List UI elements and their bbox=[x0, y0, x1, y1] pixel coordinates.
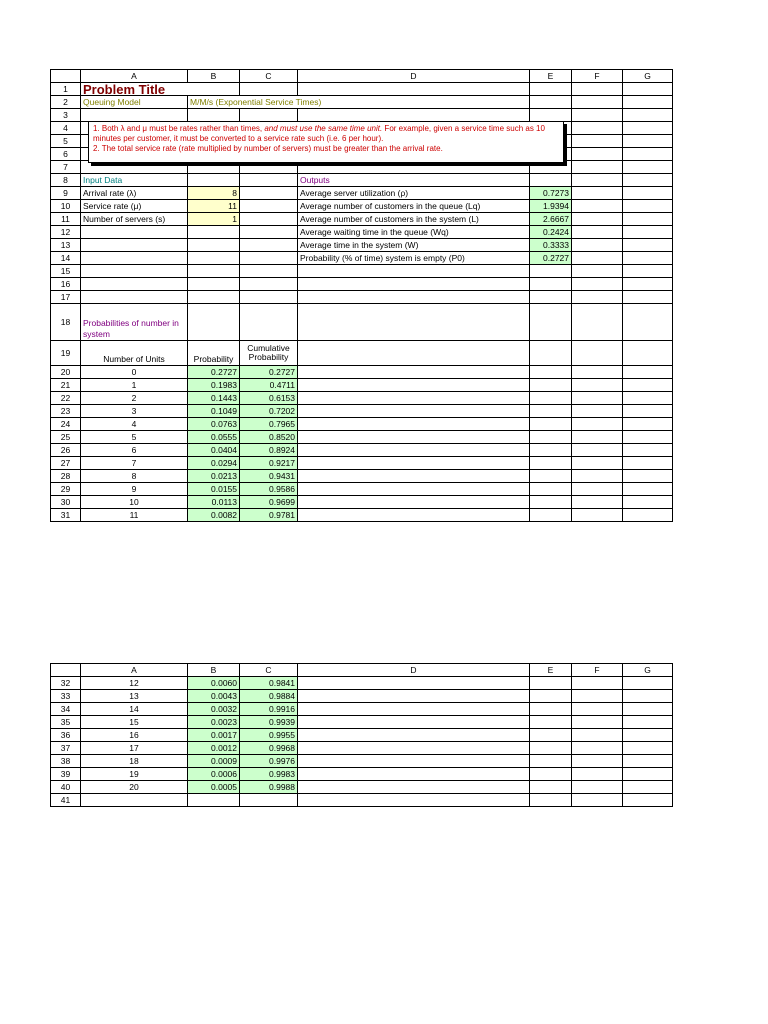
output-value[interactable]: 0.2727 bbox=[530, 252, 572, 265]
cumulative-probability-cell[interactable]: 0.9916 bbox=[240, 703, 298, 716]
empty-cell[interactable] bbox=[572, 431, 623, 444]
empty-cell[interactable] bbox=[298, 496, 530, 509]
cumulative-probability-cell[interactable]: 0.9955 bbox=[240, 729, 298, 742]
row-10: 10 Service rate (μ) 11 Average number of customers in the queue (Lq) 1.9394 bbox=[51, 200, 673, 213]
row-number: 24 bbox=[51, 418, 81, 431]
empty-cell[interactable] bbox=[298, 418, 530, 431]
number-of-units-cell[interactable]: 7 bbox=[81, 457, 188, 470]
empty-cell[interactable] bbox=[572, 470, 623, 483]
empty-cell[interactable] bbox=[572, 457, 623, 470]
table-row bbox=[51, 405, 673, 418]
outputs-header[interactable]: Outputs bbox=[298, 174, 530, 187]
empty-cell[interactable] bbox=[572, 742, 623, 755]
output-value[interactable]: 0.7273 bbox=[530, 187, 572, 200]
cumulative-probability-cell[interactable]: 0.9976 bbox=[240, 755, 298, 768]
row-number: 22 bbox=[51, 392, 81, 405]
number-of-units-cell[interactable]: 19 bbox=[81, 768, 188, 781]
empty-cell[interactable] bbox=[298, 366, 530, 379]
empty-cell[interactable] bbox=[623, 716, 673, 729]
empty-cell[interactable] bbox=[623, 379, 673, 392]
empty-cell[interactable] bbox=[572, 444, 623, 457]
empty-cell[interactable] bbox=[530, 755, 572, 768]
row-16: 16 bbox=[51, 278, 673, 291]
empty-cell[interactable] bbox=[572, 703, 623, 716]
table-row bbox=[51, 781, 673, 794]
probability-cell[interactable]: 0.0032 bbox=[188, 703, 240, 716]
row-14: 14 Probability (% of time) system is empty (P0) 0.2727 bbox=[51, 252, 673, 265]
empty-cell[interactable] bbox=[623, 366, 673, 379]
empty-cell[interactable] bbox=[530, 418, 572, 431]
number-of-units-cell[interactable]: 5 bbox=[81, 431, 188, 444]
probability-cell[interactable]: 0.0060 bbox=[188, 677, 240, 690]
empty-cell[interactable] bbox=[623, 483, 673, 496]
output-label[interactable]: Average server utilization (ρ) bbox=[298, 187, 530, 200]
empty-cell[interactable] bbox=[623, 431, 673, 444]
number-of-units-cell[interactable]: 8 bbox=[81, 470, 188, 483]
row-15: 15 bbox=[51, 265, 673, 278]
probability-cell[interactable]: 0.0404 bbox=[188, 444, 240, 457]
row-number: 20 bbox=[51, 366, 81, 379]
cumulative-probability-cell[interactable]: 0.7202 bbox=[240, 405, 298, 418]
empty-cell[interactable] bbox=[530, 703, 572, 716]
empty-cell[interactable] bbox=[530, 716, 572, 729]
row-11: 11 Number of servers (s) 1 Average number of customers in the system (L) 2.6667 bbox=[51, 213, 673, 226]
cumulative-probability-cell[interactable]: 0.9988 bbox=[240, 781, 298, 794]
empty-cell[interactable] bbox=[298, 509, 530, 522]
column-header-row bbox=[51, 70, 673, 83]
probability-cell[interactable]: 0.0006 bbox=[188, 768, 240, 781]
empty-cell[interactable] bbox=[572, 418, 623, 431]
number-of-units-cell[interactable]: 9 bbox=[81, 483, 188, 496]
cumulative-probability-cell[interactable]: 0.9781 bbox=[240, 509, 298, 522]
empty-cell[interactable] bbox=[623, 457, 673, 470]
probability-cell[interactable]: 0.0213 bbox=[188, 470, 240, 483]
number-of-units-cell[interactable]: 0 bbox=[81, 366, 188, 379]
number-of-units-cell[interactable]: 17 bbox=[81, 742, 188, 755]
empty-cell[interactable] bbox=[530, 457, 572, 470]
cumulative-probability-cell[interactable]: 0.8924 bbox=[240, 444, 298, 457]
empty-cell[interactable] bbox=[298, 729, 530, 742]
empty-cell[interactable] bbox=[298, 768, 530, 781]
probability-cell[interactable]: 0.0023 bbox=[188, 716, 240, 729]
empty-cell[interactable] bbox=[572, 755, 623, 768]
instructions-note: 1. Both λ and μ must be rates rather than times, and must use the same time unit. For example, given a service time such as 10 minutes per customer, it must be converted to a service rate such (i.e. 6 per hour). 2. The total service rate (rate multiplied by number of servers) must be greater than the arrival rate. bbox=[88, 121, 564, 163]
row-17: 17 bbox=[51, 291, 673, 304]
servers-input[interactable]: 1 bbox=[188, 213, 240, 226]
empty-cell[interactable] bbox=[298, 703, 530, 716]
table-row bbox=[51, 496, 673, 509]
number-of-units-cell[interactable]: 2 bbox=[81, 392, 188, 405]
row-number: 28 bbox=[51, 470, 81, 483]
empty-cell[interactable] bbox=[530, 483, 572, 496]
table-row bbox=[51, 457, 673, 470]
table-row bbox=[51, 392, 673, 405]
cumulative-probability-cell[interactable]: 0.7965 bbox=[240, 418, 298, 431]
empty-cell[interactable] bbox=[530, 677, 572, 690]
cumulative-probability-cell[interactable]: 0.9983 bbox=[240, 768, 298, 781]
cumulative-probability-cell[interactable]: 0.9217 bbox=[240, 457, 298, 470]
cumulative-probability-cell[interactable]: 0.6153 bbox=[240, 392, 298, 405]
number-of-units-cell[interactable]: 10 bbox=[81, 496, 188, 509]
probability-cell[interactable]: 0.0043 bbox=[188, 690, 240, 703]
row-number: 40 bbox=[51, 781, 81, 794]
row-number: 29 bbox=[51, 483, 81, 496]
row-number: 30 bbox=[51, 496, 81, 509]
empty-cell[interactable] bbox=[298, 483, 530, 496]
output-label[interactable]: Average time in the system (W) bbox=[298, 239, 530, 252]
problem-title[interactable]: Problem Title bbox=[81, 83, 240, 96]
empty-cell[interactable] bbox=[530, 509, 572, 522]
empty-cell[interactable] bbox=[572, 366, 623, 379]
row-number: 26 bbox=[51, 444, 81, 457]
empty-cell[interactable] bbox=[530, 742, 572, 755]
table-row bbox=[51, 690, 673, 703]
column-header-row bbox=[51, 664, 673, 677]
column-header-b[interactable]: B bbox=[188, 70, 240, 83]
column-header-c[interactable]: C bbox=[240, 664, 298, 677]
empty-cell[interactable] bbox=[572, 768, 623, 781]
row-19: 19 Number of Units Probability Cumulative Probability bbox=[51, 341, 673, 366]
row-number: 27 bbox=[51, 457, 81, 470]
column-header-a[interactable]: A bbox=[81, 664, 188, 677]
empty-cell[interactable] bbox=[623, 677, 673, 690]
number-of-units-cell[interactable]: 14 bbox=[81, 703, 188, 716]
probability-cell[interactable]: 0.0113 bbox=[188, 496, 240, 509]
empty-cell[interactable] bbox=[623, 444, 673, 457]
output-label[interactable]: Average number of customers in the queue (Lq) bbox=[298, 200, 530, 213]
empty-cell[interactable] bbox=[530, 781, 572, 794]
empty-cell[interactable] bbox=[572, 405, 623, 418]
probability-cell[interactable]: 0.0017 bbox=[188, 729, 240, 742]
table-row bbox=[51, 483, 673, 496]
empty-cell[interactable] bbox=[530, 768, 572, 781]
empty-cell[interactable] bbox=[298, 677, 530, 690]
empty-cell[interactable] bbox=[623, 405, 673, 418]
table-row bbox=[51, 703, 673, 716]
row-41: 41 bbox=[51, 794, 673, 807]
empty-cell[interactable] bbox=[530, 496, 572, 509]
empty-cell[interactable] bbox=[623, 781, 673, 794]
number-of-units-cell[interactable]: 11 bbox=[81, 509, 188, 522]
table-row bbox=[51, 677, 673, 690]
servers-label[interactable]: Number of servers (s) bbox=[81, 213, 188, 226]
empty-cell[interactable] bbox=[623, 729, 673, 742]
empty-cell[interactable] bbox=[298, 392, 530, 405]
number-of-units-cell[interactable]: 20 bbox=[81, 781, 188, 794]
row-number: 36 bbox=[51, 729, 81, 742]
empty-cell[interactable] bbox=[530, 470, 572, 483]
column-header-c[interactable]: C bbox=[240, 70, 298, 83]
cumulative-probability-cell[interactable]: 0.8520 bbox=[240, 431, 298, 444]
empty-cell[interactable] bbox=[298, 431, 530, 444]
cumulative-probability-cell[interactable]: 0.9841 bbox=[240, 677, 298, 690]
row-4: 4 bbox=[51, 122, 673, 135]
number-of-units-cell[interactable]: 15 bbox=[81, 716, 188, 729]
table-row bbox=[51, 470, 673, 483]
probabilities-header[interactable]: Probabilities of number in system bbox=[81, 304, 188, 341]
column-header-f[interactable]: F bbox=[572, 664, 623, 677]
cumulative-probability-cell[interactable]: 0.4711 bbox=[240, 379, 298, 392]
column-header-e[interactable]: E bbox=[530, 70, 572, 83]
output-label[interactable]: Average waiting time in the queue (Wq) bbox=[298, 226, 530, 239]
row-number: 2 bbox=[51, 96, 81, 109]
empty-cell[interactable] bbox=[572, 781, 623, 794]
empty-cell[interactable] bbox=[572, 496, 623, 509]
spreadsheet-page-2 bbox=[50, 663, 673, 807]
probability-cell[interactable]: 0.2727 bbox=[188, 366, 240, 379]
empty-cell[interactable] bbox=[298, 405, 530, 418]
empty-cell[interactable] bbox=[623, 496, 673, 509]
empty-cell[interactable] bbox=[623, 690, 673, 703]
output-value[interactable]: 1.9394 bbox=[530, 200, 572, 213]
empty-cell[interactable] bbox=[530, 405, 572, 418]
input-data-header[interactable]: Input Data bbox=[81, 174, 188, 187]
empty-cell[interactable] bbox=[530, 444, 572, 457]
probability-cell[interactable]: 0.1983 bbox=[188, 379, 240, 392]
empty-cell[interactable] bbox=[298, 470, 530, 483]
row-6: 6 bbox=[51, 148, 673, 161]
arrival-rate-input[interactable]: 8 bbox=[188, 187, 240, 200]
table-row bbox=[51, 444, 673, 457]
column-header-b[interactable]: B bbox=[188, 664, 240, 677]
table-row bbox=[51, 366, 673, 379]
empty-cell[interactable] bbox=[298, 742, 530, 755]
column-header-d[interactable]: D bbox=[298, 664, 530, 677]
row-number: 38 bbox=[51, 755, 81, 768]
empty-cell[interactable] bbox=[530, 366, 572, 379]
table-row bbox=[51, 729, 673, 742]
empty-cell[interactable] bbox=[623, 418, 673, 431]
number-of-units-header[interactable]: Number of Units bbox=[81, 341, 188, 366]
empty-cell[interactable] bbox=[298, 781, 530, 794]
number-of-units-cell[interactable]: 12 bbox=[81, 677, 188, 690]
empty-cell[interactable] bbox=[572, 677, 623, 690]
row-number: 25 bbox=[51, 431, 81, 444]
empty-cell[interactable] bbox=[623, 768, 673, 781]
output-label[interactable]: Average number of customers in the system (L) bbox=[298, 213, 530, 226]
row-18: 18 Probabilities of number in system bbox=[51, 304, 673, 341]
empty-cell[interactable] bbox=[623, 470, 673, 483]
service-rate-input[interactable]: 11 bbox=[188, 200, 240, 213]
column-header-f[interactable]: F bbox=[572, 70, 623, 83]
number-of-units-cell[interactable]: 16 bbox=[81, 729, 188, 742]
empty-cell[interactable] bbox=[623, 703, 673, 716]
number-of-units-cell[interactable]: 1 bbox=[81, 379, 188, 392]
probability-cell[interactable]: 0.0763 bbox=[188, 418, 240, 431]
number-of-units-cell[interactable]: 6 bbox=[81, 444, 188, 457]
cumulative-probability-cell[interactable]: 0.9586 bbox=[240, 483, 298, 496]
empty-cell[interactable] bbox=[298, 379, 530, 392]
empty-cell[interactable] bbox=[572, 716, 623, 729]
output-value[interactable]: 0.2424 bbox=[530, 226, 572, 239]
service-rate-label[interactable]: Service rate (μ) bbox=[81, 200, 188, 213]
empty-cell[interactable] bbox=[572, 379, 623, 392]
cumulative-probability-header[interactable]: Cumulative Probability bbox=[240, 341, 298, 366]
empty-cell[interactable] bbox=[623, 509, 673, 522]
probability-cell[interactable]: 0.0082 bbox=[188, 509, 240, 522]
table-row bbox=[51, 742, 673, 755]
table-row bbox=[51, 431, 673, 444]
number-of-units-cell[interactable]: 18 bbox=[81, 755, 188, 768]
row-number: 34 bbox=[51, 703, 81, 716]
empty-cell[interactable] bbox=[572, 690, 623, 703]
table-row bbox=[51, 509, 673, 522]
cumulative-probability-cell[interactable]: 0.9939 bbox=[240, 716, 298, 729]
row-2 bbox=[51, 96, 673, 109]
table-row bbox=[51, 768, 673, 781]
row-number: 35 bbox=[51, 716, 81, 729]
row-number: 31 bbox=[51, 509, 81, 522]
column-header-d[interactable]: D bbox=[298, 70, 530, 83]
row-12: 12 Average waiting time in the queue (Wq) 0.2424 bbox=[51, 226, 673, 239]
empty-cell[interactable] bbox=[572, 392, 623, 405]
column-header-g[interactable]: G bbox=[623, 664, 673, 677]
row-number: 1 bbox=[51, 83, 81, 96]
row-number: 37 bbox=[51, 742, 81, 755]
empty-cell[interactable] bbox=[623, 755, 673, 768]
empty-cell[interactable] bbox=[530, 392, 572, 405]
row-number: 21 bbox=[51, 379, 81, 392]
cumulative-probability-cell[interactable]: 0.9968 bbox=[240, 742, 298, 755]
table-row bbox=[51, 716, 673, 729]
probability-cell[interactable]: 0.1443 bbox=[188, 392, 240, 405]
row-number: 39 bbox=[51, 768, 81, 781]
output-label[interactable]: Probability (% of time) system is empty (P0) bbox=[298, 252, 530, 265]
empty-cell[interactable] bbox=[298, 716, 530, 729]
table-row bbox=[51, 755, 673, 768]
table-row bbox=[51, 418, 673, 431]
arrival-rate-label[interactable]: Arrival rate (λ) bbox=[81, 187, 188, 200]
empty-cell[interactable] bbox=[623, 742, 673, 755]
empty-cell[interactable] bbox=[298, 690, 530, 703]
row-9: 9 Arrival rate (λ) 8 Average server utilization (ρ) 0.7273 bbox=[51, 187, 673, 200]
output-value[interactable]: 0.3333 bbox=[530, 239, 572, 252]
row-number: 32 bbox=[51, 677, 81, 690]
empty-cell[interactable] bbox=[572, 729, 623, 742]
queuing-model-value[interactable]: M/M/s (Exponential Service Times) bbox=[188, 96, 530, 109]
probability-cell[interactable]: 0.0555 bbox=[188, 431, 240, 444]
empty-cell[interactable] bbox=[530, 431, 572, 444]
column-header-a[interactable]: A bbox=[81, 70, 188, 83]
probability-cell[interactable]: 0.0005 bbox=[188, 781, 240, 794]
empty-cell[interactable] bbox=[530, 379, 572, 392]
cumulative-probability-cell[interactable]: 0.9699 bbox=[240, 496, 298, 509]
probability-cell[interactable]: 0.0009 bbox=[188, 755, 240, 768]
empty-cell[interactable] bbox=[530, 729, 572, 742]
row-7: 7 bbox=[51, 161, 673, 174]
row-13: 13 Average time in the system (W) 0.3333 bbox=[51, 239, 673, 252]
probability-table-page-1 bbox=[51, 366, 673, 522]
empty-cell[interactable] bbox=[530, 690, 572, 703]
probability-cell[interactable]: 0.0155 bbox=[188, 483, 240, 496]
row-8: 8 Input Data Outputs bbox=[51, 174, 673, 187]
probability-table-page-2 bbox=[51, 677, 673, 794]
row-3: 3 bbox=[51, 109, 673, 122]
number-of-units-cell[interactable]: 13 bbox=[81, 690, 188, 703]
empty-cell[interactable] bbox=[572, 483, 623, 496]
row-number: 23 bbox=[51, 405, 81, 418]
probability-cell[interactable]: 0.0294 bbox=[188, 457, 240, 470]
column-header-g[interactable]: G bbox=[623, 70, 673, 83]
row-5: 5 bbox=[51, 135, 673, 148]
column-header-e[interactable]: E bbox=[530, 664, 572, 677]
empty-cell[interactable] bbox=[298, 457, 530, 470]
cumulative-probability-cell[interactable]: 0.9431 bbox=[240, 470, 298, 483]
empty-cell[interactable] bbox=[298, 755, 530, 768]
empty-cell[interactable] bbox=[298, 444, 530, 457]
empty-cell[interactable] bbox=[623, 392, 673, 405]
table-row bbox=[51, 379, 673, 392]
probability-header[interactable]: Probability bbox=[188, 341, 240, 366]
cumulative-probability-cell[interactable]: 0.9884 bbox=[240, 690, 298, 703]
row-1 bbox=[51, 83, 673, 96]
queuing-model-label[interactable]: Queuing Model bbox=[81, 96, 188, 109]
probability-cell[interactable]: 0.0012 bbox=[188, 742, 240, 755]
number-of-units-cell[interactable]: 4 bbox=[81, 418, 188, 431]
output-value[interactable]: 2.6667 bbox=[530, 213, 572, 226]
row-number: 33 bbox=[51, 690, 81, 703]
cumulative-probability-cell[interactable]: 0.2727 bbox=[240, 366, 298, 379]
number-of-units-cell[interactable]: 3 bbox=[81, 405, 188, 418]
empty-cell[interactable] bbox=[572, 509, 623, 522]
probability-cell[interactable]: 0.1049 bbox=[188, 405, 240, 418]
